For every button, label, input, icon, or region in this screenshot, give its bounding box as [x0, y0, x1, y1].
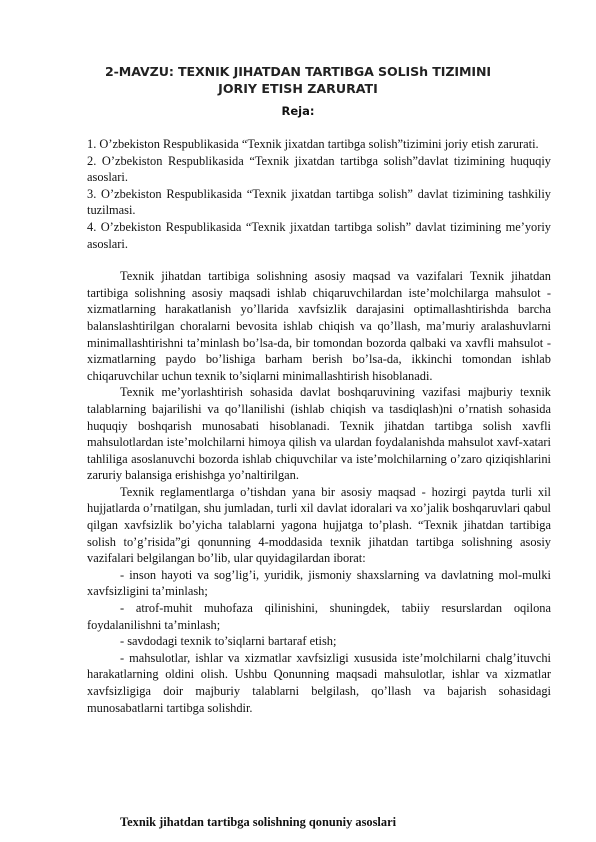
paragraph: Texnik jihatdan tartibiga solishning asosiy maqsad va vazifalari Texnik jihatdan tartibiga solishning asosiy maqsadi ishlab chiqaruvchilardan iste’molchilarga mahsulot - xizmatlarning harakatlanish yo’llarida xavfsizlik darajasini optimallashtirishda barcha balanslashtirilgan choralarni bevosita ishlab chiqish va qo’llash, ma’muriy aralashuvlarni minimallashtirishni ta’minlash bo’lsa-da, bir tomondan bozorda qalbaki va xavfli mahsulot - xizmatlarning paydo bo’lishiga barham berish bo’lsa-da, ikkinchi tomondan ishlab chiqaruvchilar uchun texnik to’siqlarni minimallashtirish hisoblanadi.: [87, 269, 551, 383]
plan-item: 1. O’zbekiston Respublikasida “Texnik jixatdan tartibga solish”tizimini joriy etish zarurati.: [87, 137, 539, 151]
plan-list: [87, 136, 551, 252]
plan-heading: Reja:: [281, 104, 315, 118]
paragraph: Texnik reglamentlarga o’tishdan yana bir asosiy maqsad - hozirgi paytda turli xil hujjatlarda o’rnatilgan, shu jumladan, turli xil davlat idoralari va xo’jalik boshqaruvlari qabul qilgan xavfsizlik bo’yicha talablarni yagona hujjatga to’plash. “Texnik jihatdan tartibiga solish to’g’risida”gi qonunning 4-moddasida texnik jihatdan tartibga solishning asosiy vazifalari belgilangan bo’lib, ular quyidagilardan iborat:: [87, 484, 551, 566]
document-title-line-1: 2-MAVZU: TEXNIK JIHATDAN TARTIBGA SOLISh TIZIMINI: [105, 64, 491, 79]
bullet-item: - savdodagi texnik to’siqlarni bartaraf etish;: [120, 634, 337, 649]
plan-item: 2. O’zbekiston Respublikasida “Texnik jixatdan tartibga solish”davlat tizimining huquqiy asoslari.: [87, 153, 551, 185]
bullet-item: - mahsulotlar, ishlar va xizmatlar xavfsizligi xususida iste’molchilarni chalg’ituvchi harakatlarning oldini olish. Ushbu Qonunning maqsadi mahsulotlar, ishlar va xizmatlar xavfsizligiga doir majburiy talablarni belgilash, qo’llash va bajarish sohasidagi munosabatlarni tartibga solishdir.: [87, 650, 551, 715]
bullet-item: - inson hayoti va sog’lig’i, yuridik, jismoniy shaxslarning va davlatning mol-mulki xavfsizligini ta’minlash;: [87, 567, 551, 599]
document-title-line-2: JORIY ETISH ZARURATI: [218, 81, 378, 96]
paragraph: Texnik me’yorlashtirish sohasida davlat boshqaruvining vazifasi majburiy texnik talablarning bajarilishi va qo’llanilishi (ishlab chiqish va tasdiqlash)ni o’rnatish sohasida huquqiy boshqarish munosabati hisoblanadi. Texnik jihatdan tartibga solish xavfli mahsulotlardan iste’molchilarni himoya qilish va ulardan foydalanishda mahsulot xavf-xatari tahliliga asoslanuvchi bozorda ishlab chiquvchilar va iste’molchilarning o’zaro qiziqishlarini zaruriy balansiga erishishga yo’naltirilgan.: [87, 385, 551, 483]
plan-item: 3. O’zbekiston Respublikasida “Texnik jixatdan tartibga solish” davlat tizimining tashkiliy tuzilmasi.: [87, 186, 551, 218]
plan-item: 4. O’zbekiston Respublikasida “Texnik jixatdan tartibga solish” davlat tizimining me’yoriy asoslari.: [87, 219, 551, 251]
section-subheading: Texnik jihatdan tartibga solishning qonuniy asoslari: [120, 815, 397, 829]
bullet-item: - atrof-muhit muhofaza qilinishini, shuningdek, tabiiy resurslardan oqilona foydalanilishni ta’minlash;: [87, 601, 551, 632]
document-body: [87, 136, 551, 716]
